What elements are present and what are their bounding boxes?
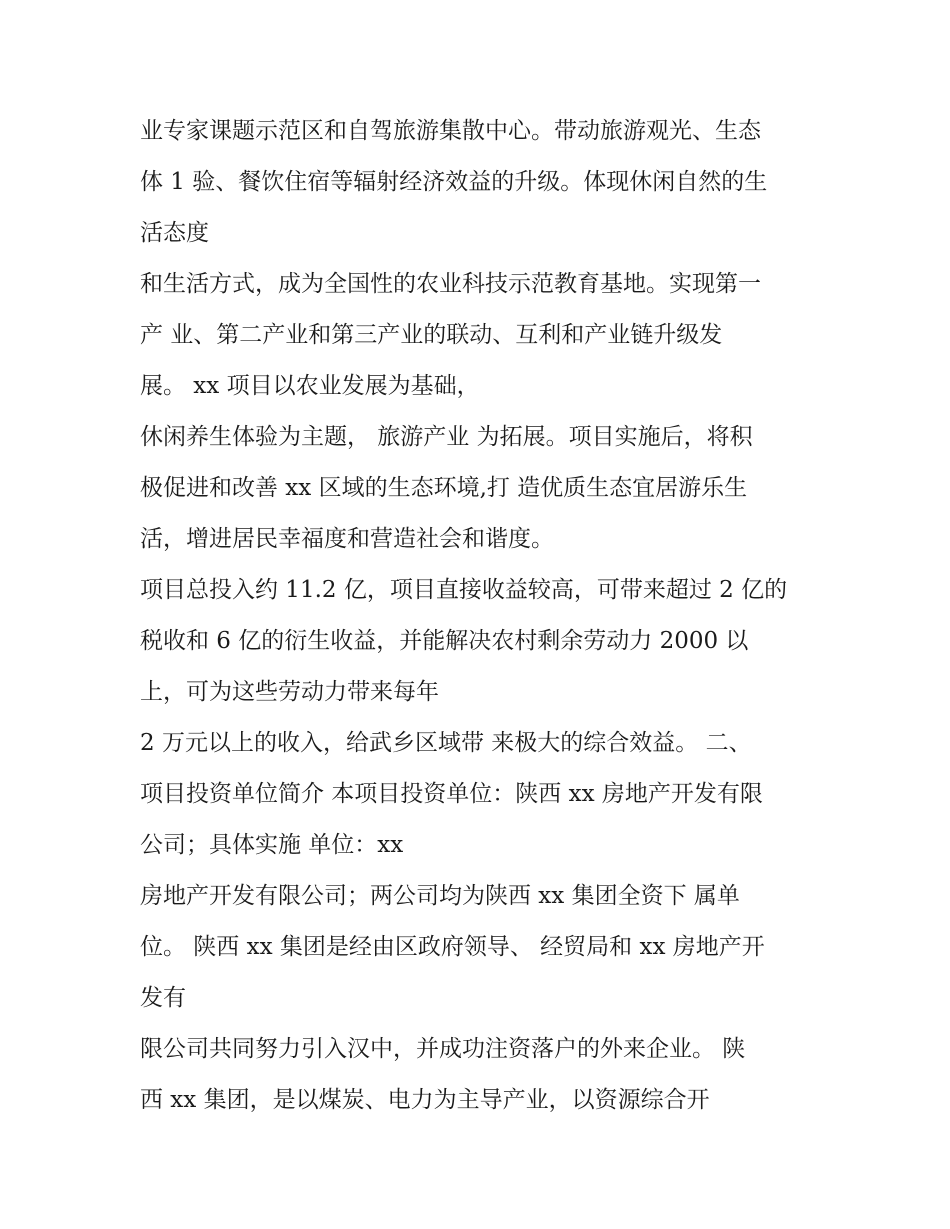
text-line-9: 活，增进居民幸福度和营造社会和谐度。 [140,526,554,552]
text-line-7: 休闲养生体验为主题， 旅游产业 为拓展。项目实施后，将积 [140,424,753,450]
text-line-8: 极促进和改善 xx 区域的生态环境,打 造优质生态宜居游乐生 [140,475,748,501]
text-line-5: 产 业、第二产业和第三产业的联动、互利和产业链升级发 [140,322,723,348]
text-line-2: 体 1 验、餐饮住宿等辐射经济效益的升级。体现休闲自然的生 [140,169,768,195]
text-line-20: 西 xx 集团，是以煤炭、电力为主导产业，以资源综合开 [140,1087,710,1113]
text-line-19: 限公司共同努力引入汉中，并成功注资落户的外来企业。 陕 [140,1036,746,1062]
text-line-17: 位。 陕西 xx 集团是经由区政府领导、 经贸局和 xx 房地产开 [140,934,765,960]
text-line-14: 项目投资单位简介 本项目投资单位：陕西 xx 房地产开发有限 [140,781,763,807]
text-line-3: 活态度 [140,220,209,246]
text-line-13: 2 万元以上的收入，给武乡区域带 来极大的综合效益。 二、 [140,730,752,756]
body-text [140,106,840,1126]
text-line-16: 房地产开发有限公司；两公司均为陕西 xx 集团全资下 属单 [140,883,740,909]
text-line-18: 发有 [140,985,186,1011]
text-line-6: 展。 xx 项目以农业发展为基础， [140,373,480,399]
text-line-11: 税收和 6 亿的衍生收益，并能解决农村剩余劳动力 2000 以 [140,628,749,654]
text-line-12: 上，可为这些劳动力带来每年 [140,679,439,705]
text-line-4: 和生活方式，成为全国性的农业科技示范教育基地。实现第一 [140,271,761,297]
text-line-10: 项目总投入约 11.2 亿，项目直接收益较高，可带来超过 2 亿的 [140,577,788,603]
text-line-1: 业专家课题示范区和自驾旅游集散中心。带动旅游观光、生态 [140,118,761,144]
text-line-15: 公司；具体实施 单位：xx [140,832,404,858]
